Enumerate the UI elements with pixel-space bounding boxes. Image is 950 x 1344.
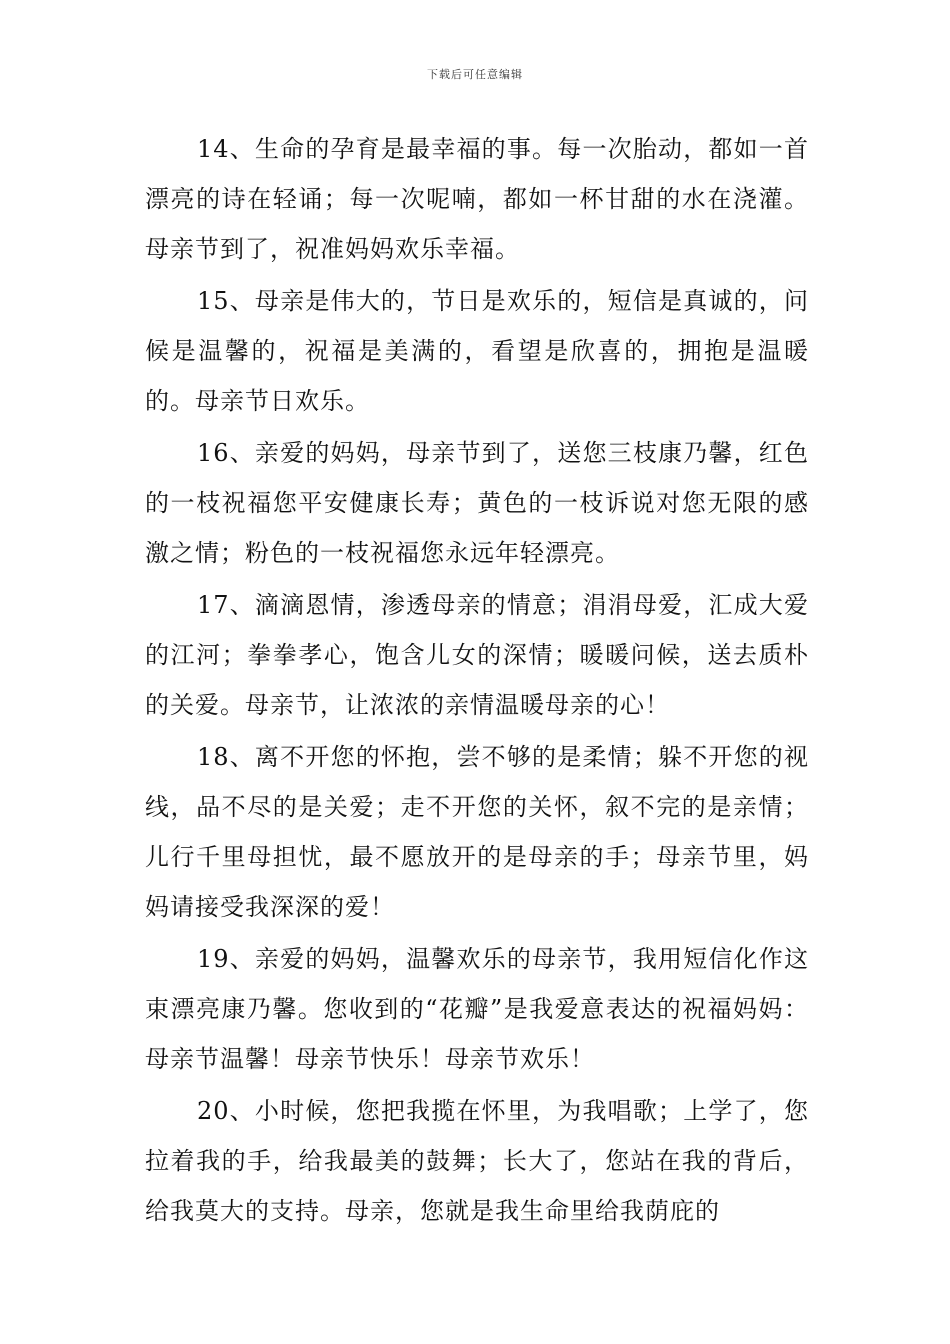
- document-body: [145, 124, 809, 1238]
- paragraph-17: 17、滴滴恩情，渗透母亲的情意；涓涓母爱，汇成大爱的江河；拳拳孝心，饱含儿女的深情；暖暖问候，送去质朴的关爱。母亲节，让浓浓的亲情温暖母亲的心！: [145, 591, 809, 719]
- page-header-note: 下载后可任意编辑: [427, 68, 523, 81]
- paragraph-19: 19、亲爱的妈妈，温馨欢乐的母亲节，我用短信化作这束漂亮康乃馨。您收到的“花瓣”是我爱意表达的祝福妈妈：母亲节温馨！母亲节快乐！母亲节欢乐！: [145, 945, 809, 1073]
- paragraph-14: 14、生命的孕育是最幸福的事。每一次胎动，都如一首漂亮的诗在轻诵；每一次呢喃，都如一杯甘甜的水在浇灌。母亲节到了，祝准妈妈欢乐幸福。: [145, 135, 809, 263]
- paragraph-15: 15、母亲是伟大的，节日是欢乐的，短信是真诚的，问候是温馨的，祝福是美满的，看望是欣喜的，拥抱是温暖的。母亲节日欢乐。: [145, 287, 809, 415]
- paragraph-20: 20、小时候，您把我揽在怀里，为我唱歌；上学了，您拉着我的手，给我最美的鼓舞；长大了，您站在我的背后，给我莫大的支持。母亲，您就是我生命里给我荫庇的: [145, 1097, 809, 1225]
- paragraph-18: 18、离不开您的怀抱，尝不够的是柔情；躲不开您的视线，品不尽的是关爱；走不开您的关怀，叙不完的是亲情；儿行千里母担忧，最不愿放开的是母亲的手；母亲节里，妈妈请接受我深深的爱！: [145, 743, 809, 921]
- paragraph-16: 16、亲爱的妈妈，母亲节到了，送您三枝康乃馨，红色的一枝祝福您平安健康长寿；黄色的一枝诉说对您无限的感激之情；粉色的一枝祝福您永远年轻漂亮。: [145, 439, 809, 567]
